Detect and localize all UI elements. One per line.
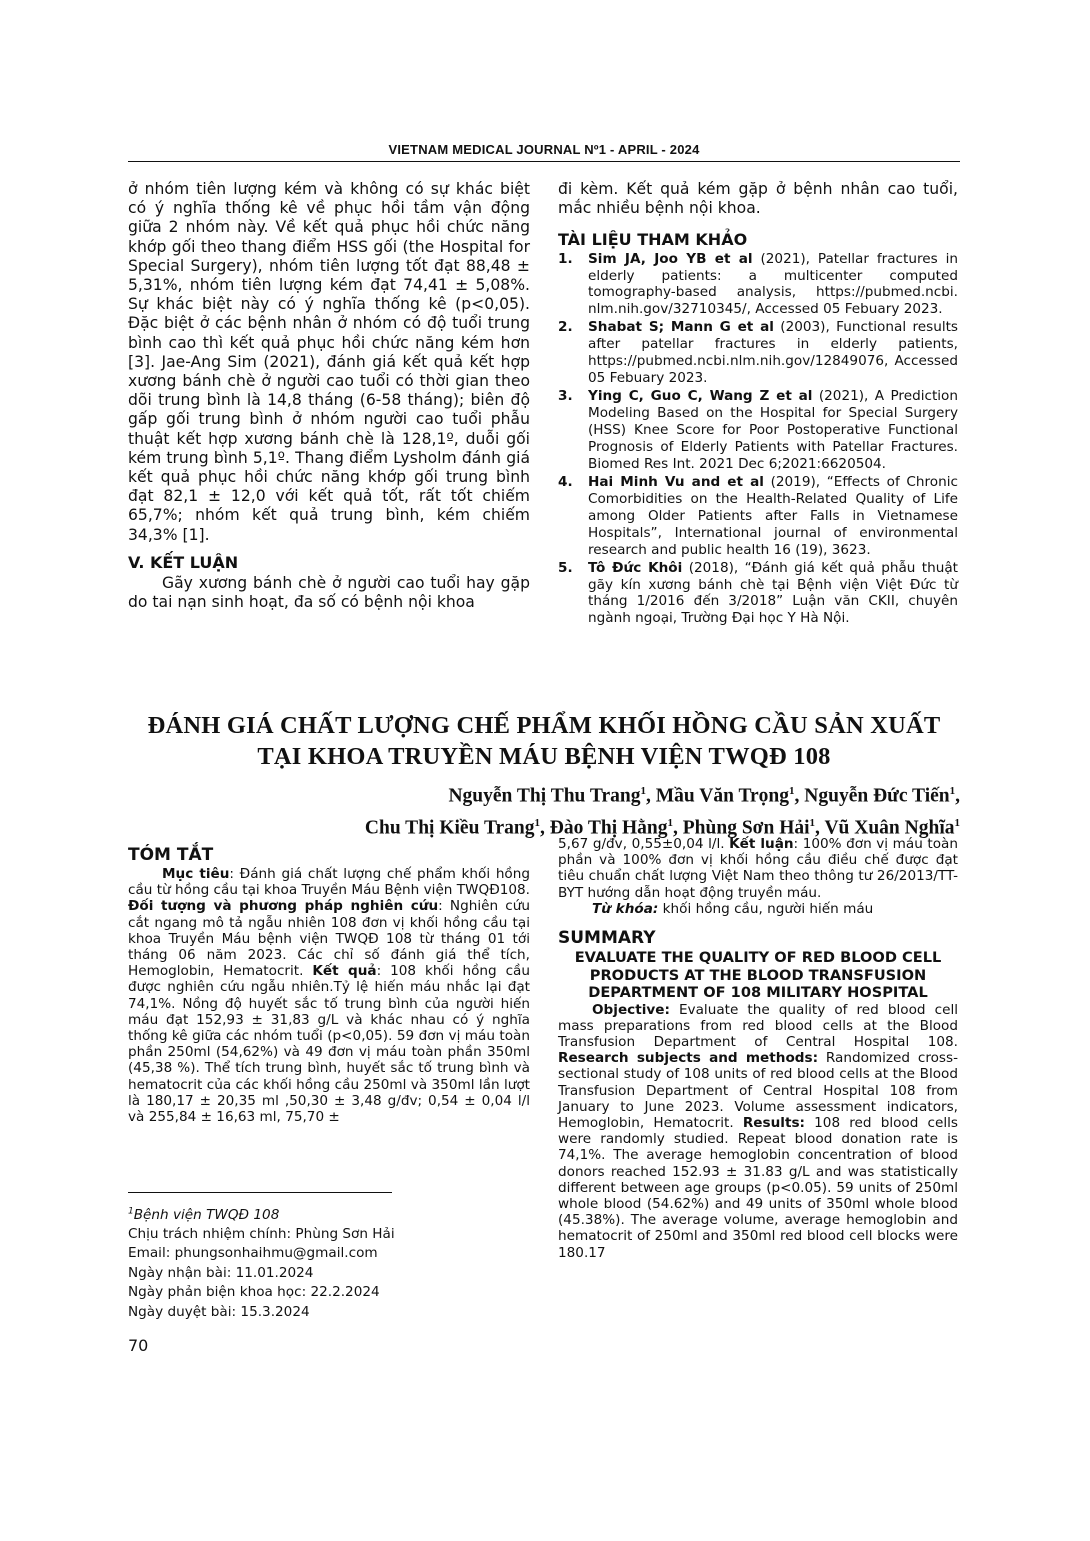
author-name: Nguyễn Thị Thu Trang xyxy=(448,785,641,807)
author-name: Phùng Sơn Hải xyxy=(682,817,810,838)
reference-item: 3. Ying C, Guo C, Wang Z et al (2021), A Prediction Modeling Based on the Hospital for Special Surgery (HSS) Knee Score for Poor Postoperative Functional Prognosis of Elderly Patients with Patellar Fractures. Biomed Res Int. 2021 Dec 6;2021:6620504. xyxy=(558,388,958,472)
reference-item: 2. Shabat S; Mann G et al (2003), Functional results after patellar fractures in elderly patients, https://pubmed.ncbi.nlm.nih.gov/12849076, Accessed 05 Febuary 2023. xyxy=(558,319,959,387)
reference-list xyxy=(558,251,958,628)
author-name: Chu Thị Kiều Trang xyxy=(364,817,535,838)
reference-authors: Hai Minh Vu and et al xyxy=(588,473,764,490)
left-column-top xyxy=(128,180,530,612)
abstract-body-continuation: 5,67 g/đv, 0,55±0,04 l/l. Kết luận: 100% đơn vị máu toàn phần và 100% đơn vị khối hồng cầu điều chế được đạt tiêu chuẩn chất lượng Việt Nam theo thông tư 26/2013/TT-BYT hướng dẫn hoạt động truyền máu. xyxy=(558,836,958,901)
footnote xyxy=(128,1202,530,1322)
article-title-line-2: TẠI KHOA TRUYỀN MÁU BỆNH VIỆN TWQĐ 108 xyxy=(257,743,831,770)
conclusion-paragraph: Gãy xương bánh chè ở người cao tuổi hay gặp do tai nạn sinh hoạt, đa số có bệnh nội khoa xyxy=(128,574,530,612)
article-title xyxy=(128,710,960,772)
abstract-body: Mục tiêu: Đánh giá chất lượng chế phẩm khối hồng cầu từ hồng cầu tại khoa Truyền Máu Bệnh viện TWQĐ108. Đối tượng và phương pháp nghiên cứu: Nghiên cứu cắt ngang mô tả ngẫu nhiên 108 đơn vị khối hồng cầu tại khoa Truyền Máu bệnh viện TWQĐ 108 từ tháng 01 tới tháng 06 năm 2023. Các chỉ số đánh giá thể tích, Hemoglobin, Hematocrit. Kết quả: 108 khối hồng cầu được nghiên cứu ngẫu nhiên.Tỷ lệ hiến máu nhắc lại đạt 74,1%. Nồng độ huyết sắc tố trung bình của người hiến máu đạt 152,93 ± 31,83 g/L và khác nhau có ý nghĩa thống kê giữa các nhóm tuổi (p<0,05). 59 đơn vị máu toàn phần 250ml (54,62%) và 49 đơn vị máu toàn phần 350ml (45,38 %). Thể tích trung bình, huyết sắc tố trung bình và hematocrit của các khối hồng cầu 250ml và 350ml lần lượt là 180,17 ± 20,35 ml ,50,30 ± 3,48 g/đv; 0,54 ± 0,04 l/l và 255,84 ± 16,63 ml, 75,70 ± xyxy=(128,866,530,1126)
page-number: 70 xyxy=(128,1336,149,1355)
conclusion-heading: V. KẾT LUẬN xyxy=(128,552,239,572)
footnote-line: Ngày duyệt bài: 15.3.2024 xyxy=(128,1303,310,1320)
header-rule xyxy=(128,161,960,162)
footnote-rule xyxy=(128,1192,392,1193)
author-line-2: Chu Thị Kiều Trang$^1$, Đào Thị Hằng$^1$, Phùng Sơn Hải$^1$, Vũ Xuân Nghĩa$^1$ xyxy=(364,816,960,838)
author-line-1: Nguyễn Thị Thu Trang$^1$, Mầu Văn Trọng$^1$, Nguyễn Đức Tiến$^1$, xyxy=(448,785,960,807)
reference-authors: Ying C, Guo C, Wang Z et al xyxy=(588,388,813,405)
footnote-line: Ngày phản biện khoa học: 22.2.2024 xyxy=(128,1284,380,1301)
abstract-vietnamese xyxy=(128,844,530,1125)
author-name: Mầu Văn Trọng xyxy=(655,785,790,807)
abstract-heading: TÓM TẮT xyxy=(128,845,214,865)
author-name: Đào Thị Hằng xyxy=(549,817,668,838)
reference-authors: Tô Đức Khôi xyxy=(588,559,683,576)
reference-item: 4. Hai Minh Vu and et al (2019), “Effects of Chronic Comorbidities on the Health-Related Quality of Life among Older Patients after Falls in Vietnamese Hospitals”, International journal of environmental research and public health 16 (19), 3623. xyxy=(558,473,958,558)
summary-title: EVALUATE THE QUALITY OF RED BLOOD CELL PRODUCTS AT THE BLOOD TRANSFUSION DEPARTMENT OF 108 MILITARY HOSPITAL xyxy=(574,949,942,1002)
conclusion-continuation: đi kèm. Kết quả kém gặp ở bệnh nhân cao tuổi, mắc nhiều bệnh nội khoa. xyxy=(558,180,958,218)
footnote-line: Chịu trách nhiệm chính: Phùng Sơn Hải xyxy=(128,1225,395,1242)
footnote-line: Email: phungsonhaihmu@gmail.com xyxy=(128,1245,378,1262)
discussion-paragraph: ở nhóm tiên lượng kém và không có sự khác biệt có ý nghĩa thống kê về phục hồi tầm vận động giữa 2 nhóm này. Về kết quả phục hồi chức năng khớp gối theo thang điểm HSS gối (the Hospital for Special Surgery), nhóm tiên lượng tốt đạt 88,48 ± 5,31%, nhóm tiên lượng kém đạt 74,41 ± 5,08%. Sự khác biệt này có ý nghĩa thống kê (p<0,05). Đặc biệt ở các bệnh nhân ở nhóm có độ tuổi trung bình cao thì kết quả phục hồi chức năng kém hơn [3]. Jae-Ang Sim (2021), đánh giá kết quả kết hợp xương bánh chè ở người cao tuổi có thời gian theo dõi trung bình là 14,8 tháng (6-58 tháng); biên độ gấp gối trung bình ở nhóm người cao tuổi phẫu thuật kết hợp xương bánh chè là 128,1º, duỗi gối kém trung bình 5,1º. Thang điểm Lysholm đánh giá kết quả phục hồi chức năng khớp gối trung bình đạt 82,1 ± 12,0 với kết quả tốt, rất tốt chiếm 65,7%; nhóm kết quả trung bình, kém chiếm 34,3% [1]. xyxy=(128,180,530,544)
keywords: Từ khóa: khối hồng cầu, người hiến máu xyxy=(592,900,874,917)
reference-authors: Sim JA, Joo YB et al xyxy=(588,250,753,267)
references-heading: TÀI LIỆU THAM KHẢO xyxy=(558,230,748,250)
author-name: Nguyễn Đức Tiến xyxy=(804,785,950,807)
abstract-continuation-and-summary xyxy=(558,836,958,1261)
summary-body: Objective: Evaluate the quality of red blood cell mass preparations from red blood cells at the Blood Transfusion Department of Central Hospital 108. Research subjects and methods: Randomized cross-sectional study of 108 units of red blood cells at the Blood Transfusion Department of Central Hospital 108 from January to June 2023. Volume assessment indicators, Hemoglobin, Hematocrit. Results: 108 red blood cells were randomly studied. Repeat blood donation rate is 74,1%. The average hemoglobin concentration of blood donors reached 152.93 ± 31.83 g/L and was statistically different between age groups (p<0.05). 59 units of 250ml whole blood (54.62%) and 49 units of 350ml whole blood (45.38%). The average volume, average hemoglobin and hematocrit of 250ml and 350ml red blood cell blocks were 180.17 xyxy=(558,1001,958,1261)
journal-header: VIETNAM MEDICAL JOURNAL Nº1 - APRIL - 2024 xyxy=(388,142,700,157)
author-list xyxy=(365,778,960,841)
reference-item: 1. Sim JA, Joo YB et al (2021), Patellar fractures in elderly patients: a multicenter computed tomography-based analysis, https://pubmed.ncbi. nlm.nih.gov/32710345/, Accessed 05 Febuary 2023. xyxy=(558,250,958,318)
footnote-line: Ngày nhận bài: 11.01.2024 xyxy=(128,1264,314,1281)
summary-heading: SUMMARY xyxy=(558,928,656,949)
footnote-affiliation: $^1$Bệnh viện TWQĐ 108 xyxy=(128,1206,280,1223)
article-title-line-1: ĐÁNH GIÁ CHẤT LƯỢNG CHẾ PHẨM KHỐI HỒNG CẦU SẢN XUẤT xyxy=(147,712,941,739)
reference-authors: Shabat S; Mann G et al xyxy=(588,319,774,336)
reference-item: 5. Tô Đức Khôi (2018), “Đánh giá kết quả phẫu thuật gãy kín xương bánh chè tại Bệnh viện Việt Đức từ tháng 1/2016 đến 3/2018” Luận văn CKII, chuyên ngành ngoại, Trường Đại học Y Hà Nội. xyxy=(558,559,959,627)
author-name: Vũ Xuân Nghĩa xyxy=(824,817,955,838)
right-column-top xyxy=(558,180,958,628)
